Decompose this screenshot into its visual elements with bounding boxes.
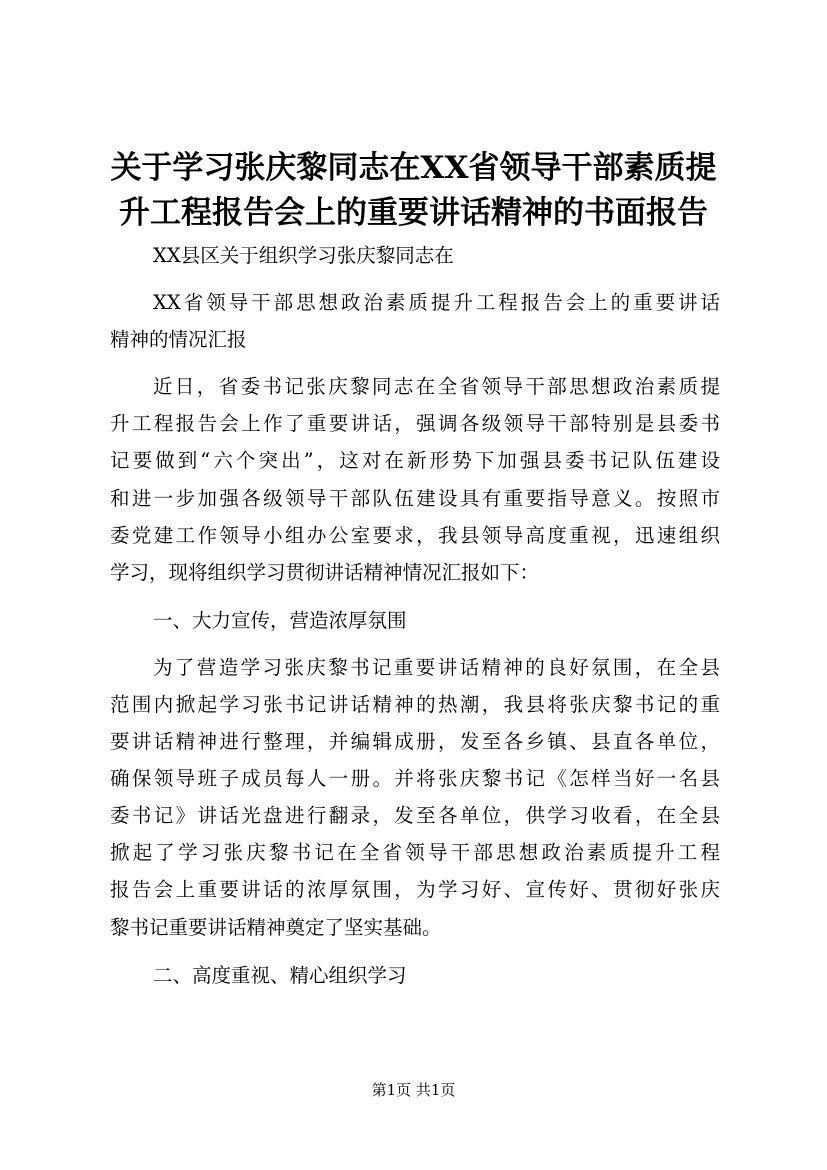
paragraph-line: 委书记》讲话光盘进行翻录，发至各单位，供学习收看，在全县 (110, 804, 720, 827)
section-heading-1: 一、大力宣传，营造浓厚氛围 (153, 609, 407, 632)
paragraph-line: 掀起了学习张庆黎书记在全省领导干部思想政治素质提升工程 (110, 841, 720, 864)
paragraph-line: 学习，现将组织学习贯彻讲话精神情况汇报如下： (110, 561, 540, 584)
paragraph-line: 确保领导班子成员每人一册。并将张庆黎书记《怎样当好一名县 (110, 767, 720, 790)
page-footer: 第1页 共1页 (371, 1081, 456, 1099)
paragraph-line: 升工程报告会上作了重要讲话，强调各级领导干部特别是县委书 (110, 412, 720, 435)
paragraph-line: 近日，省委书记张庆黎同志在全省领导干部思想政治素质提 (153, 375, 720, 398)
subtitle-line-3: 精神的情况汇报 (110, 328, 247, 351)
paragraph-line: 委党建工作领导小组办公室要求，我县领导高度重视，迅速组织 (110, 524, 720, 547)
paragraph-line: 为了营造学习张庆黎书记重要讲话精神的良好氛围，在全县 (153, 656, 720, 679)
paragraph-line: 报告会上重要讲话的浓厚氛围，为学习好、宣传好、贯彻好张庆 (110, 878, 720, 901)
paragraph-line: 记要做到“六个突出”，这对在新形势下加强县委书记队伍建设 (110, 449, 720, 472)
paragraph-line: 和进一步加强各级领导干部队伍建设具有重要指导意义。按照市 (110, 487, 720, 510)
paragraph-line: 要讲话精神进行整理，并编辑成册，发至各乡镇、县直各单位， (110, 730, 720, 753)
section-heading-2: 二、高度重视、精心组织学习 (153, 964, 407, 987)
paragraph-line: 黎书记重要讲话精神奠定了坚实基础。 (110, 916, 442, 939)
document-title-line-2: 升工程报告会上的重要讲话精神的书面报告 (119, 195, 708, 231)
subtitle-line-2: XX省领导干部思想政治素质提升工程报告会上的重要讲话 (153, 291, 720, 314)
document-title-line-1: 关于学习张庆黎同志在XX省领导干部素质提 (110, 150, 717, 186)
subtitle-line-1: XX县区关于组织学习张庆黎同志在 (153, 244, 454, 267)
paragraph-line: 范围内掀起学习张书记讲话精神的热潮，我县将张庆黎书记的重 (110, 693, 720, 716)
